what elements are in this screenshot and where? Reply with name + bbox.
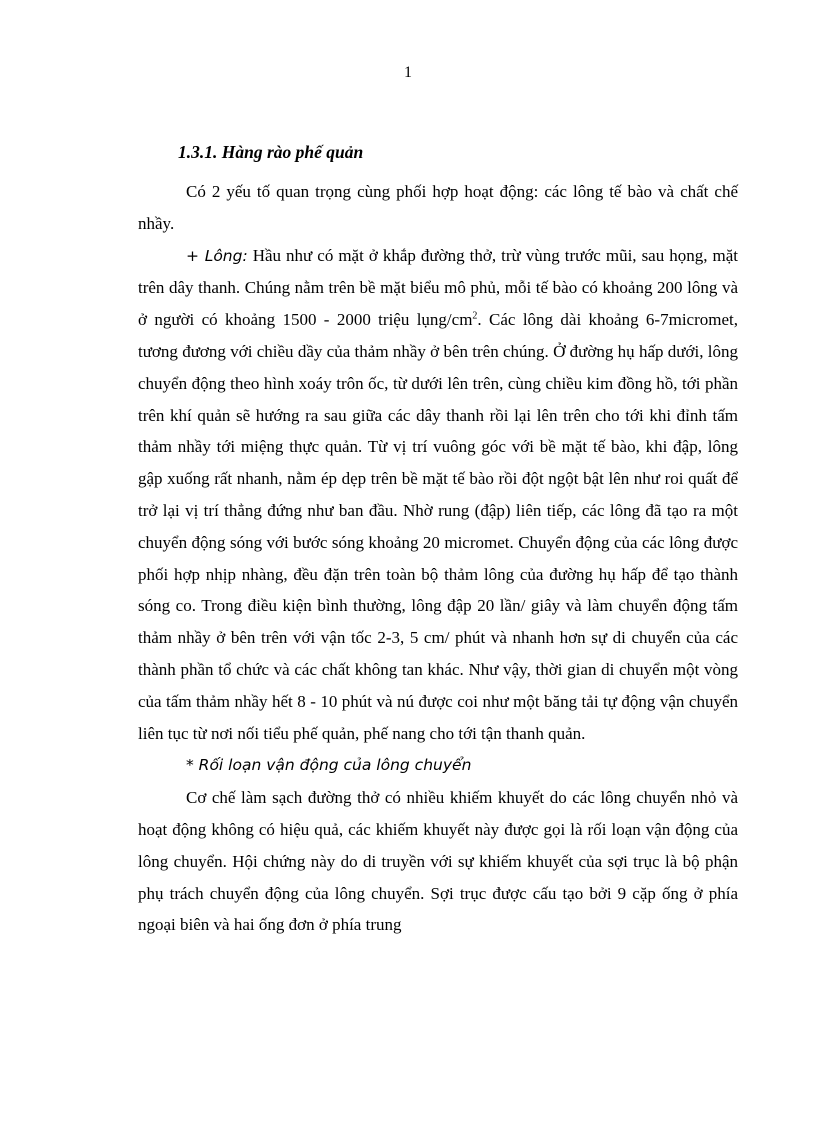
body-text <box>138 176 738 941</box>
paragraph-label: Lông: <box>204 246 248 265</box>
paragraph-text-b: . Các lông dài khoảng 6-7micromet, tương đương với chiều dầy của thảm nhầy ở bên trên chúng. Ở đường hụ hấp dưới, lông chuyển động theo hình xoáy trôn ốc, từ dưới lên trên, cùng chiều kim đồng hồ, tới phần trên khí quản sẽ hướng ra sau giữa các dây thanh rồi lại lên trên cho tới khi đỉnh tấm thảm nhầy tới miệng thực quản. Từ vị trí vuông góc với bề mặt tế bào, khi đập, lông gập xuống rất nhanh, nằm ép dẹp trên bề mặt tế bào rồi đột ngột bật lên như roi quất để trở lại vị trí thẳng đứng như ban đầu. Nhờ rung (đập) liên tiếp, các lông đã tạo ra một chuyển động sóng với bước sóng khoảng 20 micromet. Chuyển động của các lông được phối hợp nhịp nhàng, đều đặn trên toàn bộ thảm lông của đường hụ hấp để tạo thành sóng co. Trong điều kiện bình thường, lông đập 20 lần/ giây và làm chuyển động tấm thảm nhầy ở bên trên với vận tốc 2-3, 5 cm/ phút và nhanh hơn sự di chuyển của các thành phần tổ chức và các chất không tan khác. Như vậy, thời gian di chuyển một vòng của tấm thảm nhầy hết 8 - 10 phút và nú được coi như một băng tải tự động vận chuyển liên tục từ nơi nối tiểu phế quản, phế nang cho tới tận thanh quản. <box>138 310 738 743</box>
paragraph-long <box>138 240 738 750</box>
paragraph-mechanism: Cơ chế làm sạch đường thở có nhiều khiếm khuyết do các lông chuyển nhỏ và hoạt động không có hiệu quả, các khiếm khuyết này được gọi là rối loạn vận động của lông chuyển. Hội chứng này do di truyền với sự khiếm khuyết của sợi trục là bộ phận phụ trách chuyển động của lông chuyển. Sợi trục được cấu tạo bởi 9 cặp ống ở phía ngoại biên và hai ống đơn ở phía trung <box>138 788 738 935</box>
subheading-italic <box>138 749 738 782</box>
superscript: 2 <box>472 310 478 322</box>
plus-prefix: + <box>186 246 205 265</box>
paragraph-text-a: Hầu như có mặt ở khắp đường thở, trừ vùng trước mũi, sau họng, mặt trên dây thanh. Chúng nằm trên bề mặt biểu mô phủ, mỗi tế bào có khoảng 200 lông và ở người có khoảng 1500 - 2000 triệu lụng/cm <box>138 245 738 330</box>
paragraph-intro: Có 2 yếu tố quan trọng cùng phối hợp hoạt động: các lông tế bào và chất chế nhầy. <box>138 182 738 233</box>
page-number: 1 <box>404 64 412 81</box>
subheading-text: * Rối loạn vận động của lông chuyển <box>186 756 472 775</box>
section-heading: 1.3.1. Hàng rào phế quản <box>178 142 364 162</box>
